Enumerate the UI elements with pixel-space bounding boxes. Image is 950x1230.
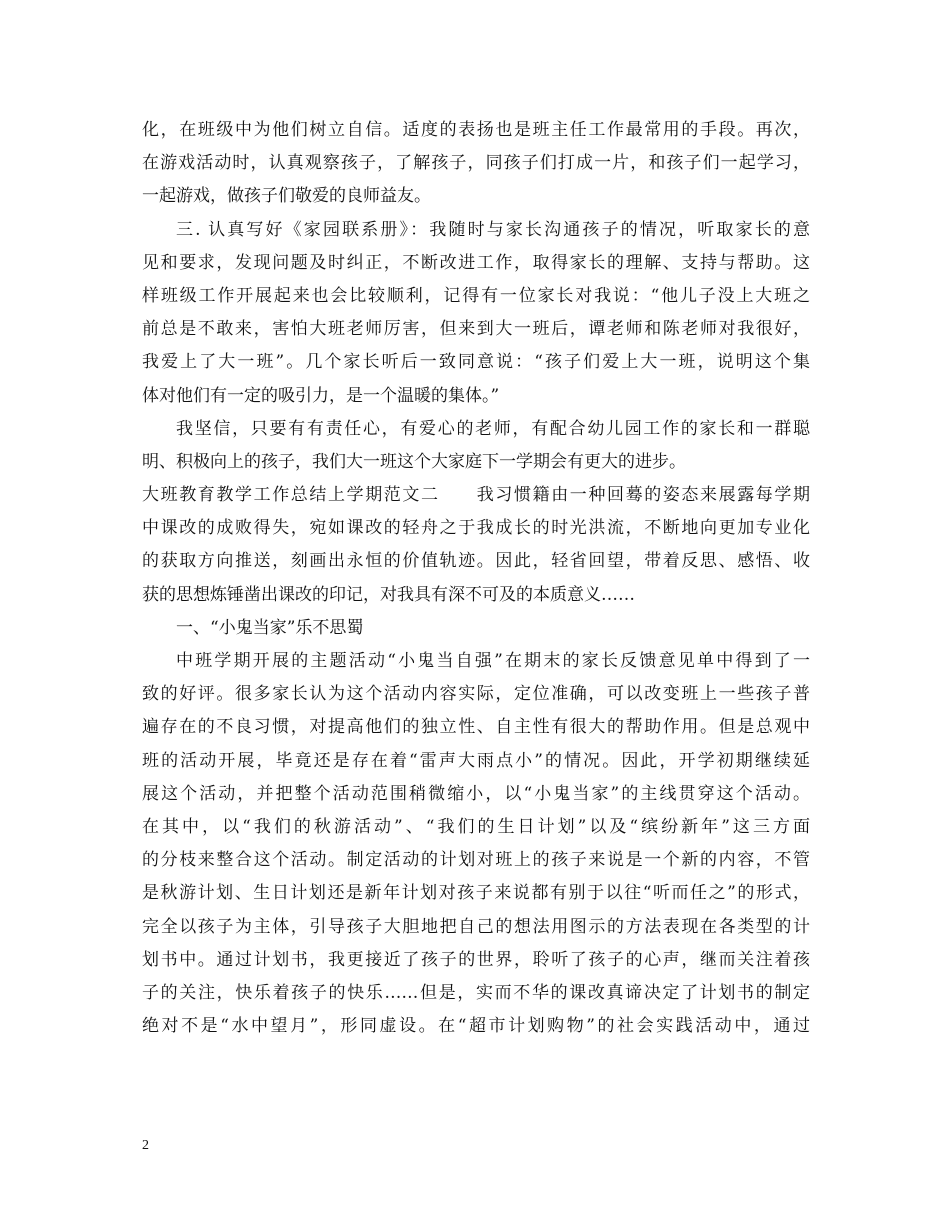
text-line: 明、积极向上的孩子，我们大一班这个大家庭下一学期会有更大的进步。 xyxy=(142,451,686,472)
text-line: 三. 认真写好《家园联系册》：我随时与家长沟通孩子的情况，听取家长的意 xyxy=(176,219,810,240)
text-line: 子的关注，快乐着孩子的快乐……但是，实而不华的课改真谛决定了计划书的制定 xyxy=(142,982,810,1003)
text-line: 中班学期开展的主题活动“小鬼当自强”在期末的家长反馈意见单中得到了一 xyxy=(176,651,810,671)
text-line: 获的思想炼锤凿出课改的印记，对我具有深不可及的本质意义…… xyxy=(142,584,635,605)
text-line: 见和要求，发现问题及时纠正，不断改进工作，取得家长的理解、支持与帮助。这 xyxy=(142,252,810,273)
text-line: 致的好评。很多家长认为这个活动内容实际，定位准确，可以改变班上一些孩子普 xyxy=(142,684,810,705)
text-line: 样班级工作开展起来也会比较顺利，记得有一位家长对我说：“他儿子没上大班之 xyxy=(142,285,810,306)
text-line: 的分枝来整合这个活动。制定活动的计划对班上的孩子来说是一个新的内容，不管 xyxy=(142,850,810,871)
subheading-line: 一、“小鬼当家”乐不思蜀 xyxy=(176,617,364,638)
text-line: 遍存在的不良习惯，对提高他们的独立性、自主性有很大的帮助作用。但是总观中 xyxy=(142,717,810,738)
text-line: 在游戏活动时，认真观察孩子，了解孩子，同孩子们打成一片，和孩子们一起学习， xyxy=(142,153,810,174)
text-line: 展这个活动，并把整个活动范围稍微缩小，以“小鬼当家”的主线贯穿这个活动。 xyxy=(142,783,810,804)
text-line: 化，在班级中为他们树立自信。适度的表扬也是班主任工作最常用的手段。再次， xyxy=(142,120,810,140)
text-line: 班的活动开展，毕竟还是存在着“雷声大雨点小”的情况。因此，开学初期继续延 xyxy=(142,750,810,771)
text-line: 是秋游计划、生日计划还是新年计划对孩子来说都有别于以往“听而任之”的形式， xyxy=(142,883,810,904)
text-line: 在其中，以“我们的秋游活动”、“我们的生日计划”以及“缤纷新年”这三方面 xyxy=(142,816,810,837)
text-line: 的获取方向推送，刻画出永恒的价值轨迹。因此，轻省回望，带着反思、感悟、收 xyxy=(142,551,810,572)
text-line: 前总是不敢来，害怕大班老师厉害，但来到大一班后，谭老师和陈老师对我很好， xyxy=(142,319,810,340)
text-line: 我爱上了大一班”。几个家长听后一致同意说：“孩子们爱上大一班，说明这个集 xyxy=(142,352,810,373)
text-line: 一起游戏，做孩子们敬爱的良师益友。 xyxy=(142,186,431,207)
section-heading-line: 大班教育教学工作总结上学期范文二 我习惯籍由一种回蓦的姿态来展露每学期 xyxy=(142,485,810,506)
text-line: 划书中。通过计划书，我更接近了孩子的世界，聆听了孩子的心声，继而关注着孩 xyxy=(142,949,810,970)
text-line: 体对他们有一定的吸引力，是一个温暖的集体。” xyxy=(142,385,500,406)
text-line: 中课改的成败得失，宛如课改的轻舟之于我成长的时光洪流，不断地向更加专业化 xyxy=(142,518,810,539)
text-line: 完全以孩子为主体，引导孩子大胆地把自己的想法用图示的方法表现在各类型的计 xyxy=(142,916,810,937)
page-number: 2 xyxy=(142,1138,149,1153)
document-body xyxy=(142,114,810,1043)
text-line: 绝对不是“水中望月”，形同虚设。在“超市计划购物”的社会实践活动中，通过 xyxy=(142,1016,810,1037)
text-line: 我坚信，只要有有责任心，有爱心的老师，有配合幼儿园工作的家长和一群聪 xyxy=(176,418,810,439)
